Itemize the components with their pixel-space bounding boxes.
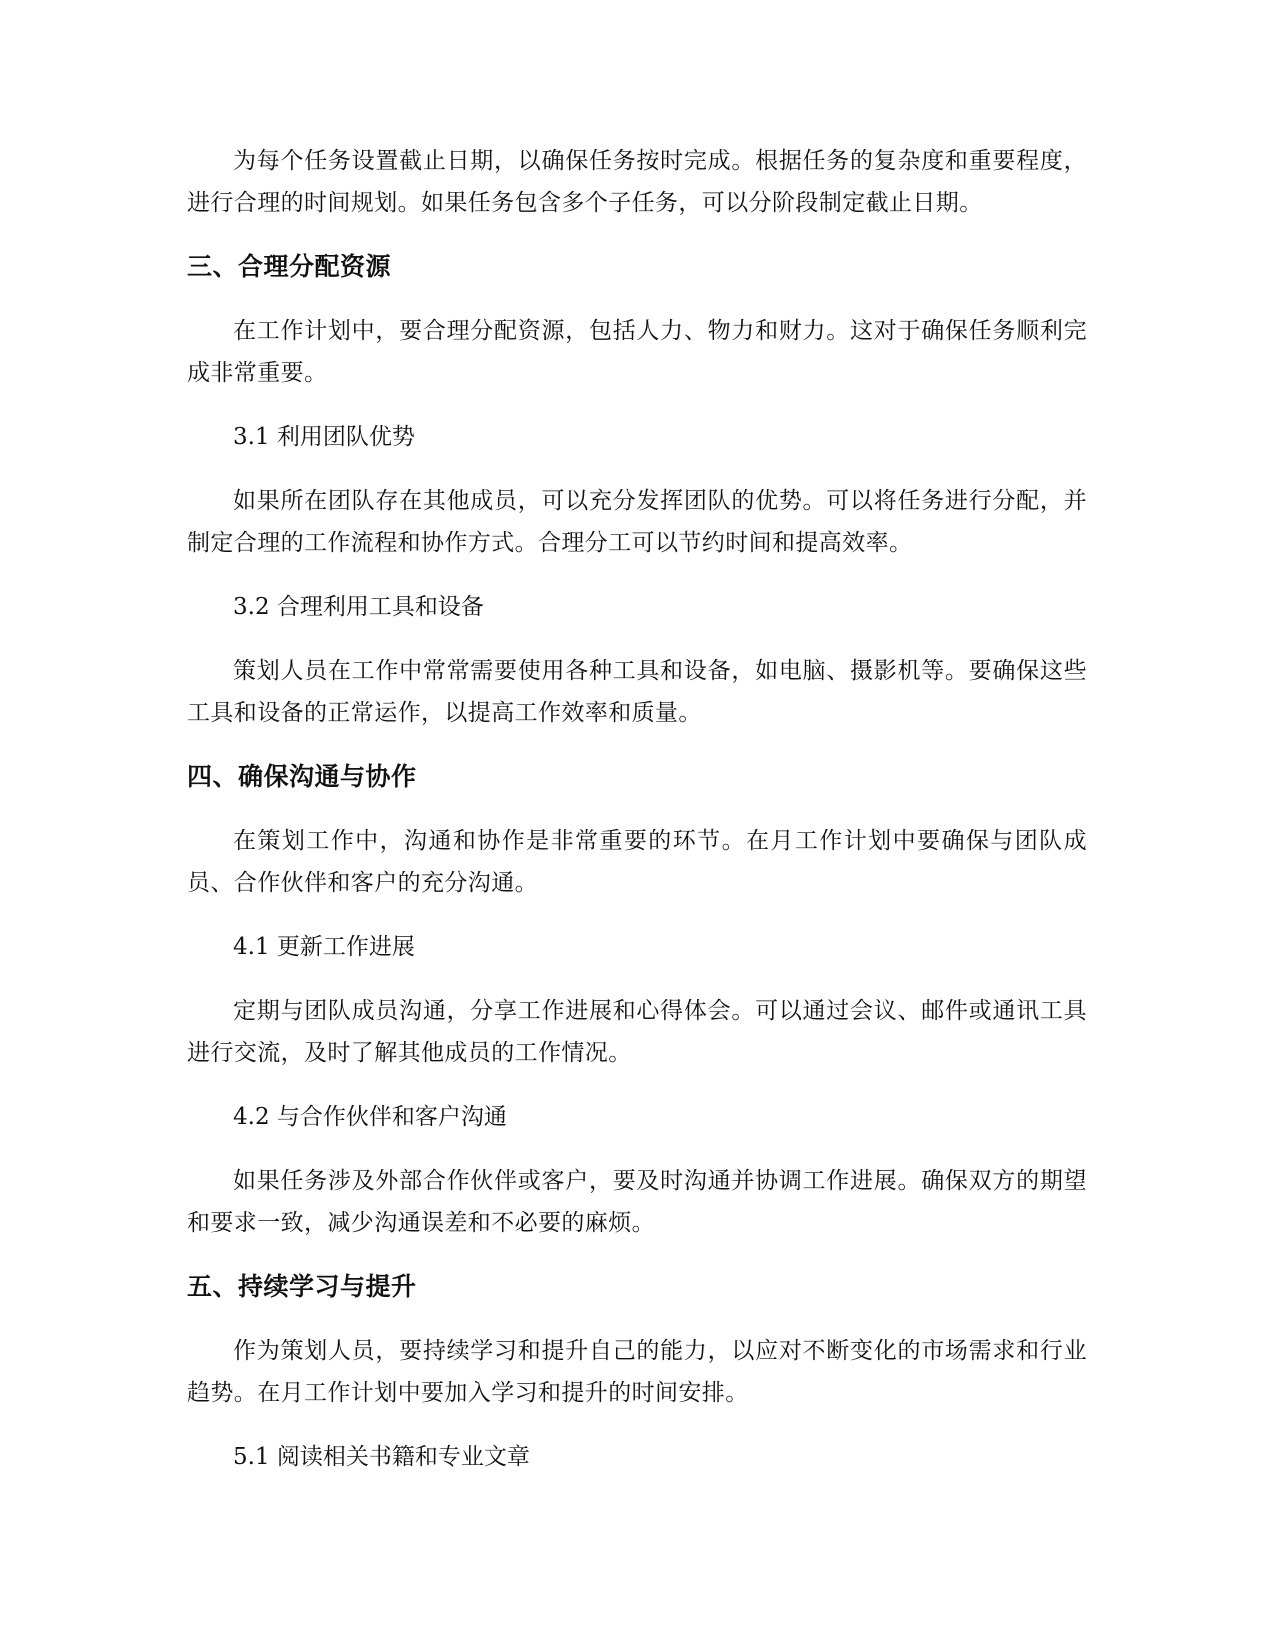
paragraph-deadline: 为每个任务设置截止日期，以确保任务按时完成。根据任务的复杂度和重要程度，进行合理的时间规划。如果任务包含多个子任务，可以分阶段制定截止日期。: [187, 148, 1087, 216]
paragraph-4-1: 定期与团队成员沟通，分享工作进展和心得体会。可以通过会议、邮件或通讯工具进行交流，及时了解其他成员的工作情况。: [187, 998, 1087, 1066]
subheading-4-2: 4.2 与合作伙伴和客户沟通: [233, 1104, 507, 1130]
document-page: [187, 140, 1087, 1478]
subheading-3-1: 3.1 利用团队优势: [233, 424, 415, 450]
section-heading-5: 五、持续学习与提升: [187, 1272, 417, 1301]
section-heading-4: 四、确保沟通与协作: [187, 762, 417, 791]
subheading-5-1: 5.1 阅读相关书籍和专业文章: [233, 1444, 530, 1470]
section-heading-3: 三、合理分配资源: [187, 252, 392, 281]
paragraph-resources: 在工作计划中，要合理分配资源，包括人力、物力和财力。这对于确保任务顺利完成非常重要。: [187, 318, 1087, 386]
paragraph-4-2: 如果任务涉及外部合作伙伴或客户，要及时沟通并协调工作进展。确保双方的期望和要求一致，减少沟通误差和不必要的麻烦。: [187, 1168, 1087, 1236]
subheading-4-1: 4.1 更新工作进展: [233, 934, 415, 960]
subheading-3-2: 3.2 合理利用工具和设备: [233, 594, 484, 620]
paragraph-communication: 在策划工作中，沟通和协作是非常重要的环节。在月工作计划中要确保与团队成员、合作伙伴和客户的充分沟通。: [187, 828, 1087, 896]
paragraph-3-1: 如果所在团队存在其他成员，可以充分发挥团队的优势。可以将任务进行分配，并制定合理的工作流程和协作方式。合理分工可以节约时间和提高效率。: [187, 488, 1087, 556]
paragraph-learning: 作为策划人员，要持续学习和提升自己的能力，以应对不断变化的市场需求和行业趋势。在月工作计划中要加入学习和提升的时间安排。: [187, 1338, 1087, 1406]
paragraph-3-2: 策划人员在工作中常常需要使用各种工具和设备，如电脑、摄影机等。要确保这些工具和设备的正常运作，以提高工作效率和质量。: [187, 658, 1087, 726]
